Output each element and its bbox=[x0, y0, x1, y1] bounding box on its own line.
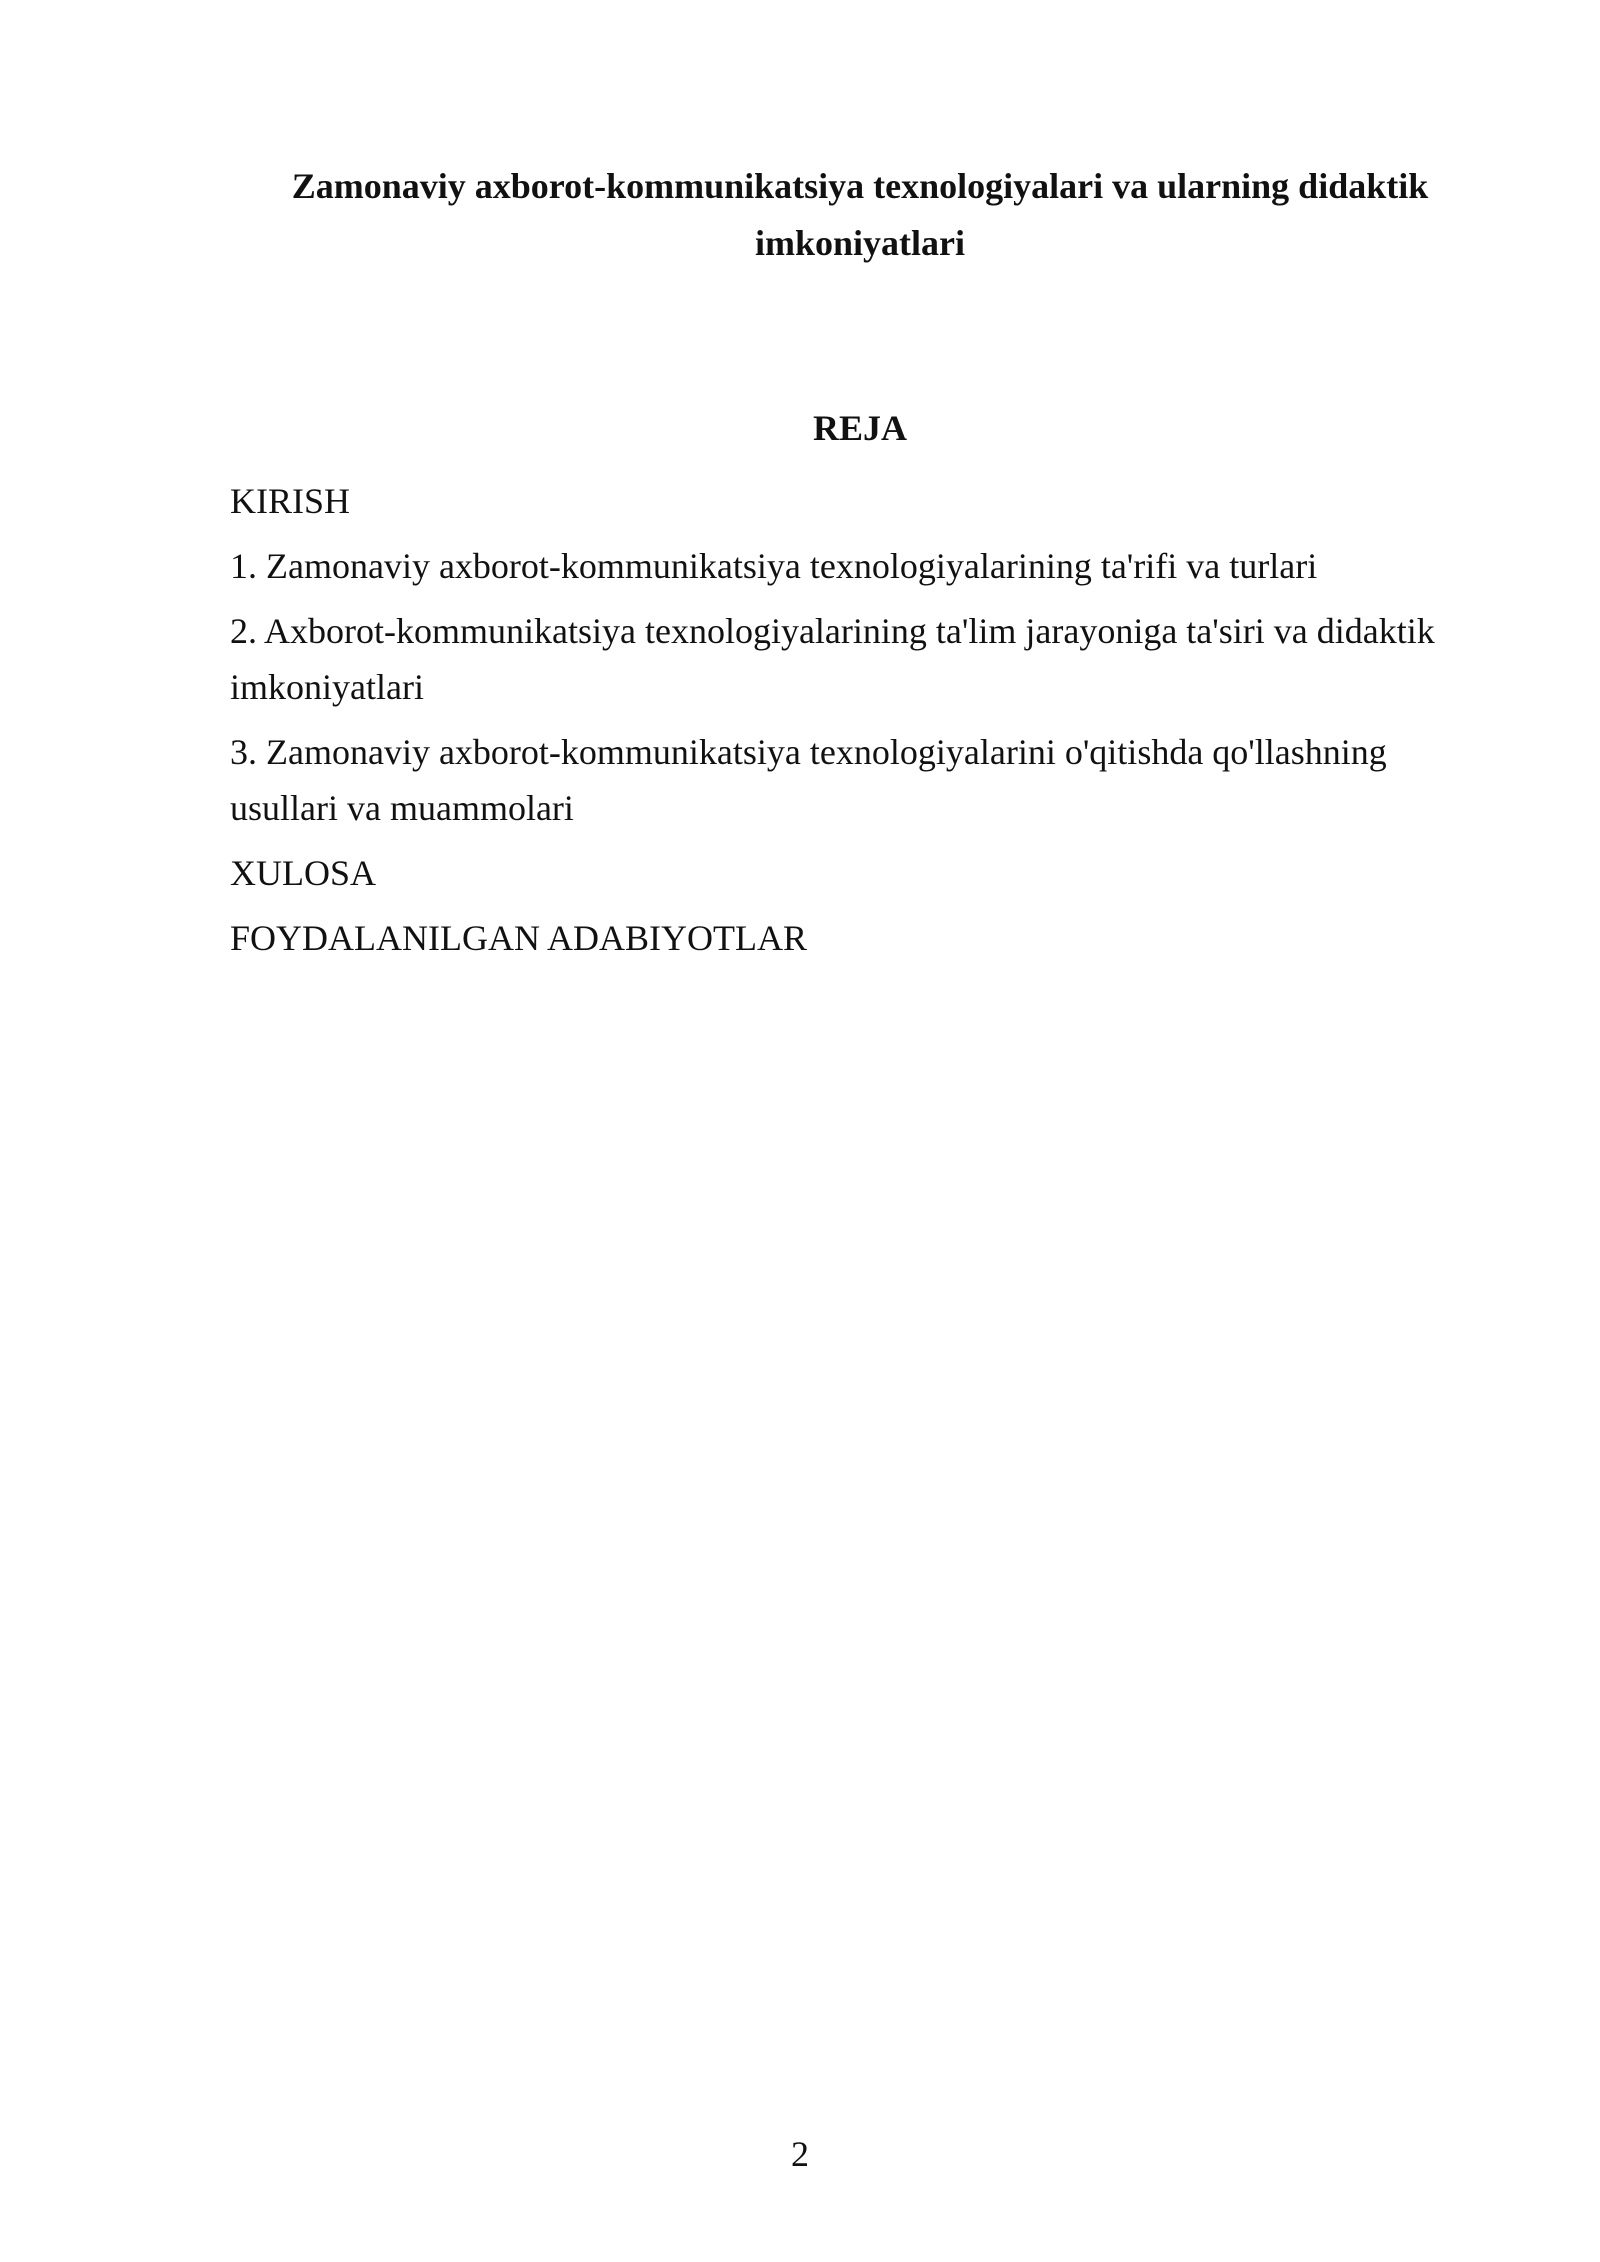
page-number: 2 bbox=[791, 2134, 809, 2174]
plan-item-conclusion: XULOSA bbox=[230, 853, 377, 893]
plan-item-references: FOYDALANILGAN ADABIYOTLAR bbox=[230, 918, 807, 958]
plan-list bbox=[230, 473, 1490, 975]
document-title: Zamonaviy axborot-kommunikatsiya texnologiyalari va ularning didaktik imkoniyatlari bbox=[291, 166, 1429, 263]
plan-item-introduction: KIRISH bbox=[230, 481, 351, 521]
plan-item-1: 1. Zamonaviy axborot-kommunikatsiya texnologiyalarining ta'rifi va turlari bbox=[230, 546, 1318, 586]
plan-item-2: 2. Axborot-kommunikatsiya texnologiyalarining ta'lim jarayoniga ta'siri va didaktik imkoniyatlari bbox=[230, 611, 1435, 707]
plan-item-3: 3. Zamonaviy axborot-kommunikatsiya texnologiyalarini o'qitishda qo'llashning usullari va muammolari bbox=[230, 732, 1387, 828]
plan-heading: REJA bbox=[812, 408, 907, 448]
